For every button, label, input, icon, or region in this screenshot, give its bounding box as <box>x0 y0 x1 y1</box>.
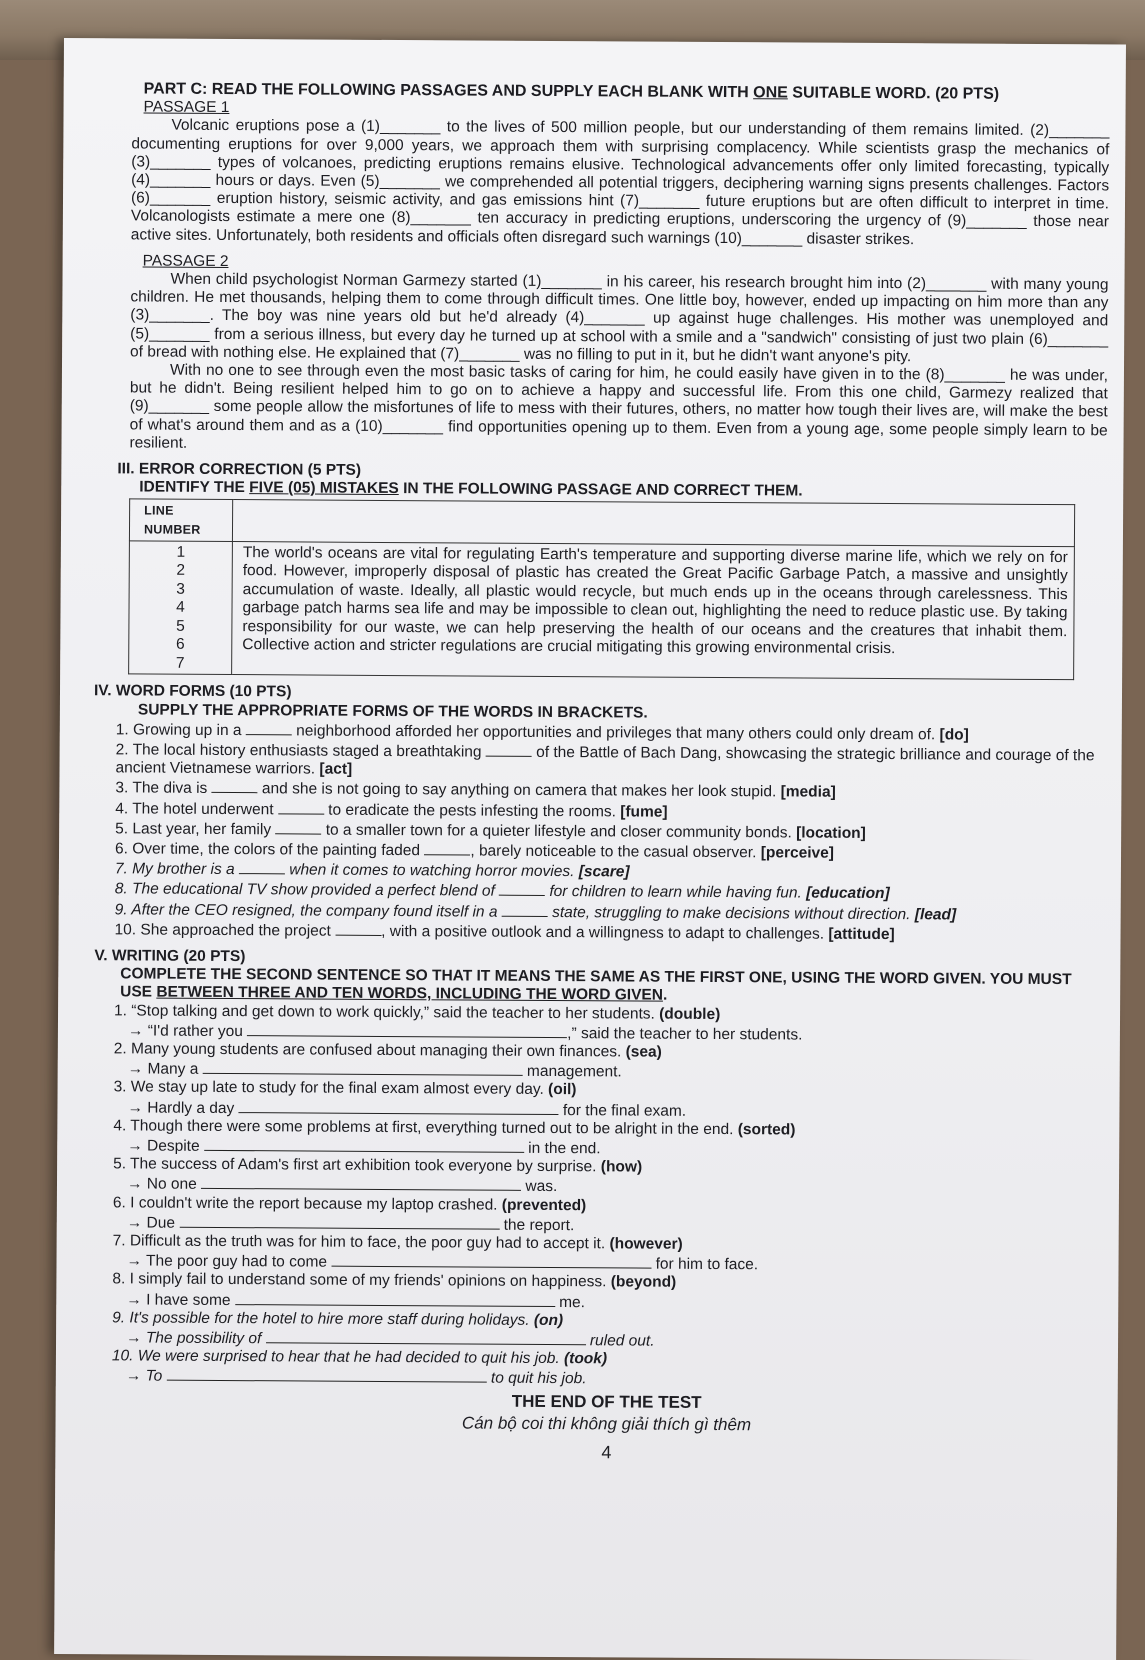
part-c-title-one: ONE <box>753 84 788 102</box>
writing-question-text: 6. I couldn't write the report because my laptop crashed. <box>112 1193 502 1214</box>
writing-hint-word: (on) <box>533 1311 564 1329</box>
line-number: 1 <box>176 543 186 561</box>
writing-answer-pre: → The possibility of <box>126 1329 266 1348</box>
word-form-continuation: neighborhood afforded her opportunities and privileges that many others could only dream of. <box>291 722 940 744</box>
passage-1-title: PASSAGE 1 <box>143 98 230 117</box>
writing-answer-post: the report. <box>499 1216 575 1234</box>
answer-blank[interactable] <box>278 799 324 814</box>
word-form-hint: [do] <box>939 726 969 744</box>
writing-item <box>113 1079 1103 1123</box>
writing-answer-post: me. <box>554 1293 586 1311</box>
writing-instruction-underlined: BETWEEN THREE AND TEN WORDS, INCLUDING THE WORD GIVEN <box>156 984 664 1005</box>
writing-question-text: 10. We were surprised to hear that he had decided to quit his job. <box>111 1347 565 1368</box>
ec-instruction-post: IN THE FOLLOWING PASSAGE AND CORRECT THEM. <box>398 480 803 500</box>
proctor-note: Cán bộ coi thi không giải thích gì thêm <box>461 1413 752 1435</box>
exam-sheet <box>54 38 1126 1660</box>
writing-question-text: 3. We stay up late to study for the final exam almost every day. <box>113 1078 549 1099</box>
word-form-continuation: state, struggling to make decisions without direction. <box>547 903 915 923</box>
writing-hint-word: (how) <box>600 1158 643 1176</box>
writing-answer-post: in the end. <box>523 1139 601 1158</box>
word-form-continuation: for children to learn while having fun. <box>545 883 807 902</box>
line-number: 3 <box>176 580 186 598</box>
answer-blank[interactable] <box>201 1174 521 1191</box>
writing-answer-pre: → Due <box>126 1214 180 1232</box>
writing-heading: V. WRITING (20 PTS) <box>94 947 246 966</box>
writing-item <box>112 1348 1102 1392</box>
word-form-continuation: and she is not going to say anything on camera that makes her look stupid. <box>257 780 781 801</box>
word-form-hint: [attitude] <box>828 925 895 943</box>
writing-hint-word: (beyond) <box>610 1273 677 1292</box>
answer-blank[interactable] <box>266 1328 586 1345</box>
word-form-continuation: when it comes to watching horror movies. <box>284 861 579 881</box>
ec-instruction-pre: IDENTIFY THE <box>139 478 250 497</box>
error-correction-table <box>128 499 1075 681</box>
word-form-prompt: 2. The local history enthusiasts staged a breathtaking <box>115 741 486 761</box>
word-form-continuation: , barely noticeable to the casual observer. <box>470 842 761 862</box>
writing-answer-pre: → Despite <box>127 1137 204 1155</box>
answer-blank[interactable] <box>179 1213 499 1230</box>
writing-answer-post: was. <box>521 1178 558 1196</box>
writing-item <box>113 1156 1103 1200</box>
answer-blank[interactable] <box>335 920 381 935</box>
writing-answer-pre: → Hardly a day <box>127 1099 239 1117</box>
word-form-continuation: , with a positive outlook and a willingness to adapt to challenges. <box>381 922 829 943</box>
writing-item <box>112 1309 1102 1353</box>
passage-1-text: Volcanic eruptions pose a (1)_______ to the lives of 500 million people, but our understanding of them remains limited. (2)_______ documenting eruptions for over 9,000 years, we approach them with surprising complacency. While scientists grasp the mechanics of (3)_______ types of volcanoes, predicting eruptions remains elusive. Technological advancements offer only limited forecasting, typically (4)_______ hours or days. Even (5)_______ we comprehended all potential triggers, deciphering warning signs presents challenges. Factors (6)_______ eruption history, seismic activity, and gas emissions hint (7)_______ future eruptions but are often difficult to interpret in time. Volcanologists estimate a mere one (8)_______ ten accuracy in predicting eruptions, underscoring the urgency of (9)_______ those near active sites. Unfortunately, both residents and officials often disregard such warnings (10)_______ disaster strikes. <box>130 117 1110 248</box>
answer-blank[interactable] <box>212 778 258 793</box>
word-form-prompt: 1. Growing up in a <box>115 721 246 739</box>
writing-item <box>112 1232 1102 1276</box>
sheet-content <box>93 80 1110 1464</box>
word-form-hint: [media] <box>780 783 836 802</box>
answer-blank[interactable] <box>239 1098 559 1115</box>
passage-header <box>232 500 1074 547</box>
word-forms-heading: IV. WORD FORMS (10 PTS) <box>93 682 292 701</box>
writing-question-text: 4. Though there were some problems at first, everything turned out to be alright in the end. <box>113 1117 738 1138</box>
line-number: 2 <box>176 562 186 580</box>
part-c-title-post: SUITABLE WORD. (20 PTS) <box>787 84 1000 103</box>
answer-blank[interactable] <box>203 1059 523 1076</box>
word-form-prompt: 9. After the CEO resigned, the company found itself in a <box>114 900 502 921</box>
word-form-hint: [scare] <box>578 863 630 881</box>
line-number: 5 <box>176 617 185 635</box>
passage-2-paragraph-1: When child psychologist Norman Garmezy started (1)_______ in his career, his research brought him into (2)_______ with many young children. He met thousands, helping them to come through difficult times. One little boy, however, ended up impacting on him more than any (3)_______. The boy was nine years old but he'd already (4)_______ up against huge challenges. His mother was unemployed and (5)_______ from a serious illness, but every day he turned up at school with a smile and a "sandwich" consisting of just two plain (6)_______ of bread with nothing else. He explained that (7)_______ was no filling to put in it, but he didn't want anyone's pity. <box>130 270 1109 366</box>
word-form-prompt: 4. The hotel underwent <box>115 799 278 818</box>
writing-hint-word: (double) <box>659 1005 721 1023</box>
writing-answer-post: for the final exam. <box>558 1101 687 1120</box>
answer-blank[interactable] <box>499 881 545 896</box>
answer-blank[interactable] <box>502 901 548 916</box>
answer-blank[interactable] <box>247 1021 567 1038</box>
word-form-continuation: to a smaller town for a quieter lifestyle and closer community bonds. <box>321 821 797 842</box>
word-form-prompt: 5. Last year, her family <box>115 820 276 839</box>
writing-instruction <box>120 966 1104 1008</box>
writing-question-text: 5. The success of Adam's first art exhibition took everyone by surprise. <box>113 1155 601 1176</box>
word-form-prompt: 8. The educational TV show provided a perfect blend of <box>114 880 500 901</box>
answer-blank[interactable] <box>167 1366 487 1383</box>
answer-blank[interactable] <box>239 859 285 874</box>
page-number: 4 <box>601 1442 612 1463</box>
word-form-continuation: to eradicate the pests infesting the rooms. <box>323 801 621 821</box>
writing-answer-post: for him to face. <box>651 1255 759 1274</box>
line-number-list <box>130 543 231 673</box>
word-forms-list <box>114 719 1105 945</box>
word-form-hint: [lead] <box>914 905 957 924</box>
word-form-prompt: 7. My brother is a <box>114 860 240 879</box>
writing-list <box>112 1002 1104 1392</box>
writing-item <box>114 1002 1104 1046</box>
end-of-test: THE END OF THE TEST <box>511 1391 702 1412</box>
word-form-hint: [fume] <box>620 803 668 821</box>
writing-item <box>113 1194 1103 1238</box>
error-passage: The world's oceans are vital for regulating Earth's temperature and supporting diverse marine life, which we rely on for food. However, improperly disposal of plastic has created the Great Pacific Garbage Patch, a massive and unsightly accumulation of waste. Ideally, all plastic would recycle, but much ends up in the oceans through carelessness. This garbage patch harms sea life and may be impossible to clean out, highlighting the need to reduce plastic use. By taking responsibility for our waste, we can help preserving the health of our oceans and the creatures that inhabit them. Collective action and stricter regulations are crucial mitigating this growing environmental crisis. <box>232 541 1075 680</box>
writing-hint-word: (oil) <box>548 1081 577 1099</box>
writing-answer-pre: → Many a <box>127 1060 203 1079</box>
writing-hint-word: (sorted) <box>737 1120 796 1139</box>
word-form-continuation: of the Battle of Bach Dang, showcasing the strategic brilliance and courage of the ancient Vietnamese warriors. <box>115 743 1095 778</box>
writing-answer-post: ruled out. <box>585 1332 655 1350</box>
error-correction-heading: III. ERROR CORRECTION (5 PTS) <box>117 460 362 479</box>
word-forms-instruction: SUPPLY THE APPROPRIATE FORMS OF THE WORDS IN BRACKETS. <box>137 701 648 722</box>
passage-2-paragraph-2: With no one to see through even the most basic tasks of caring for him, he could easily have given in to the (8)_______ he was under, but he didn't. Being resilient helped him to go on to achieve a happy and successful life. From this one child, Garmezy realized that (9)_______ some people allow the misfortunes of life to mess with their futures, others, no matter how tough their lives are, will make the best of what's around them and as a (10)_______ find opportunities opening up to them. Even from a young age, some people simply learn to be resilient. <box>129 361 1109 452</box>
writing-instruction-post: . <box>662 987 668 1005</box>
writing-hint-word: (sea) <box>625 1043 662 1061</box>
part-c-title-pre: PART C: READ THE FOLLOWING PASSAGES AND SUPPLY EACH BLANK WITH <box>143 80 754 102</box>
answer-blank[interactable] <box>424 840 470 855</box>
word-form-hint: [perceive] <box>760 844 835 862</box>
writing-question-text: 1. “Stop talking and get down to work quickly,” said the teacher to her students. <box>114 1001 660 1023</box>
line-numbers-cell <box>129 541 233 675</box>
writing-item <box>114 1040 1104 1084</box>
answer-blank[interactable] <box>235 1290 555 1307</box>
answer-blank[interactable] <box>204 1136 524 1153</box>
writing-answer-pre: → The poor guy had to come <box>126 1252 332 1271</box>
line-number-header: LINE NUMBER <box>129 499 232 541</box>
writing-item <box>113 1117 1103 1161</box>
writing-question-text: 8. I simply fail to understand some of my friends' opinions on happiness. <box>112 1270 611 1291</box>
answer-blank[interactable] <box>275 819 321 834</box>
line-number: 6 <box>175 636 185 654</box>
word-form-prompt: 10. She approached the project <box>114 921 336 940</box>
writing-answer-post: to quit his job. <box>486 1370 587 1388</box>
line-number: 4 <box>176 599 185 617</box>
writing-answer-pre: → I have some <box>126 1291 235 1309</box>
writing-question-text: 9. It's possible for the hotel to hire more staff during holidays. <box>112 1309 534 1329</box>
writing-answer-post: management. <box>522 1063 622 1081</box>
word-form-hint: [act] <box>319 760 353 778</box>
writing-answer-pre: → “I'd rather you <box>127 1022 248 1040</box>
ec-instruction-underlined: FIVE (05) MISTAKES <box>249 479 399 498</box>
answer-blank[interactable] <box>486 742 532 757</box>
word-form-prompt: 3. The diva is <box>115 779 212 798</box>
writing-hint-word: (prevented) <box>501 1196 587 1214</box>
word-form-item <box>115 739 1105 783</box>
answer-blank[interactable] <box>331 1252 651 1269</box>
answer-blank[interactable] <box>246 720 292 735</box>
passage-2-title: PASSAGE 2 <box>142 252 229 270</box>
word-form-hint: [education] <box>806 884 890 903</box>
writing-item <box>112 1271 1102 1315</box>
writing-instruction-pre: COMPLETE THE SECOND SENTENCE SO THAT IT MEANS THE SAME AS THE FIRST ONE, USING THE WORD GIVEN. YOU MUST USE <box>120 965 1072 1002</box>
writing-answer-pre: → No one <box>126 1175 202 1194</box>
writing-question-text: 7. Difficult as the truth was for him to face, the poor guy had to accept it. <box>112 1232 610 1253</box>
writing-hint-word: (took) <box>563 1350 608 1368</box>
word-form-hint: [location] <box>796 824 866 842</box>
line-number: 7 <box>175 654 185 672</box>
writing-hint-word: (however) <box>609 1235 683 1253</box>
writing-question-text: 2. Many young students are confused about managing their own finances. <box>113 1040 626 1061</box>
writing-answer-post: ,” said the teacher to her students. <box>567 1024 803 1044</box>
word-form-prompt: 6. Over time, the colors of the painting faded <box>114 840 425 860</box>
writing-answer-pre: → To <box>125 1367 167 1386</box>
